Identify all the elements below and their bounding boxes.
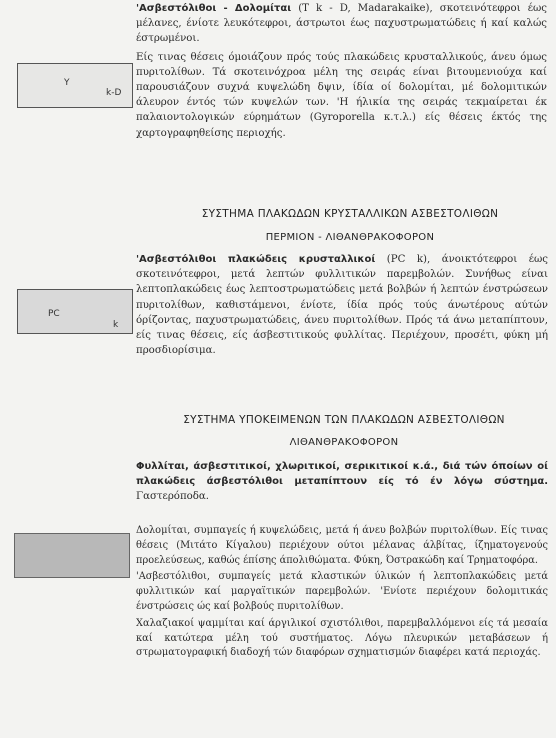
lead-term: 'Ασβεστόλιθοι - Δολομίται	[136, 3, 292, 14]
section-subheading: ΛΙΘΑΝΘΡΑΚΟΦΟΡΟΝ	[289, 437, 399, 448]
paragraph	[136, 252, 548, 358]
lead-term: Φυλλίται, άσβεστιτικοί, χλωριτικοί, σερικιτικοί κ.ά., διά τών όποίων οί πλακώδεις άσβεστόλιθοι μεταπίπτουν είς τό έν λόγω σύστημα.	[136, 461, 548, 488]
paragraph	[136, 459, 548, 505]
lead-term: 'Ασβεστόλιθοι πλακώδεις κρυσταλλικοί	[136, 254, 376, 265]
paragraph-text: (PC k), άνοικτότεφροι έως σκοτεινότεφροι, μετά λεπτών φυλλιτικών παρεμβολών. Συνήθως είναι λεπτοπλακώδεις έως λεπτοστρωματώδεις μετά βολβών ή λεπτών ένστρώσεων πυριτολίθων, καθιστάμενοι, ένίοτε, ίδία πρός τούς άνωτέρους αύτών όρίζοντας, παχυστρωματώδεις, άνευ πυριτολίθων. Πρός τά άνω μεταπίπτουν, είς τινας θέσεις, είς άσβεστιτικούς φυλλίτας. Περιέχουν, προσέτι, φύκη μή προσδιορίσιμα.	[136, 254, 548, 357]
section-crystalline-limestone	[136, 252, 548, 358]
legend-code: k	[113, 320, 119, 330]
section-subheading: ΠΕΡΜΙΟΝ - ΛΙΘΑΝΘΡΑΚΟΦΟΡΟΝ	[265, 232, 435, 243]
paragraph: Χαλαζιακοί ψαμμίται καί άργιλικοί σχιστόλιθοι, παρεμβαλλόμενοι είς τά μεσαία καί κατώτερα μέλη τού συστήματος. Λόγω πλευρικών μεταβάσεων ή στρωματογραφική διαδοχή τών διαφόρων σχηματισμών διαφέρει κατά περιοχάς.	[136, 617, 548, 659]
section-heading: ΣΥΣΤΗΜΑ ΥΠΟΚΕΙΜΕΝΩΝ ΤΩΝ ΠΛΑΚΩΔΩΝ ΑΣΒΕΣΤΟΛΙΘΩΝ	[183, 414, 505, 426]
section-underlying-phyllites	[136, 459, 548, 505]
section-dolomites	[136, 524, 548, 661]
paragraph	[136, 1, 547, 47]
section-heading: ΣΥΣΤΗΜΑ ΠΛΑΚΩΔΩΝ ΚΡΥΣΤΑΛΛΙΚΩΝ ΑΣΒΕΣΤΟΛΙΘΩΝ	[201, 208, 499, 220]
paragraph-text: (T k - D, Madarakaike), σκοτεινότεφροι έως μέλανες, ένίοτε λευκότεφροι, άστρωτοι έως παχυστρωματώδεις ή καί καλώς έστρωμένοι.	[136, 3, 547, 45]
paragraph: Δολομίται, συμπαγείς ή κυψελώδεις, μετά ή άνευ βολβών πυριτολίθων. Είς τινας θέσεις (Μιτάτο Κίγαλου) περιέχουν ούτοι μέλανας άλβίτας, ίζηματογενούς προελεύσεως, καθώς έπίσης άπολιθώματα. Φύκη, Όστρακώδη καί Τρηματοφόρα.	[136, 525, 548, 566]
paragraph-text: Γαστερόποδα.	[136, 491, 210, 503]
legend-code: k-D	[106, 88, 122, 98]
legend-box-crystalline-limestone	[17, 289, 133, 334]
legend-code: Y	[64, 78, 70, 88]
section-limestone-dolomites	[136, 1, 547, 141]
paragraph: Είς τινας θέσεις όμοιάζουν πρός τούς πλακώδεις κρυσταλλικούς, άνευ όμως πυριτολίθων. Τά σκοτεινόχροα μέλη της σειράς είναι βιτουμενιούχα καί παρουσιάζουν συχνά κυψελώδη δψιν, ίδία οί δολομίται, μέ δολομιτικών άλευρον έντός τών κυψελών των. 'Η ήλικία της σειράς τεκμαίρεται έκ παλαιοντολογικών εύρημάτων (Gyroporella κ.τ.λ.) είς θέσεις έκτός της χαρτογραφηθείσης περιοχής.	[136, 51, 547, 139]
legend-box-limestone-dolomite	[17, 63, 133, 108]
paragraph: 'Ασβεστόλιθοι, συμπαγείς μετά κλαστικών ύλικών ή λεπτοπλακώδεις μετά φυλλιτικών καί μαργαϊτικών παρεμβολών. 'Ενίοτε περιέχουν δολομιτικάς ένστρώσεις ώς καί βολβούς πυριτολίθων.	[136, 571, 548, 612]
legend-code: PC	[48, 309, 60, 319]
legend-box-dolomites	[14, 533, 130, 578]
